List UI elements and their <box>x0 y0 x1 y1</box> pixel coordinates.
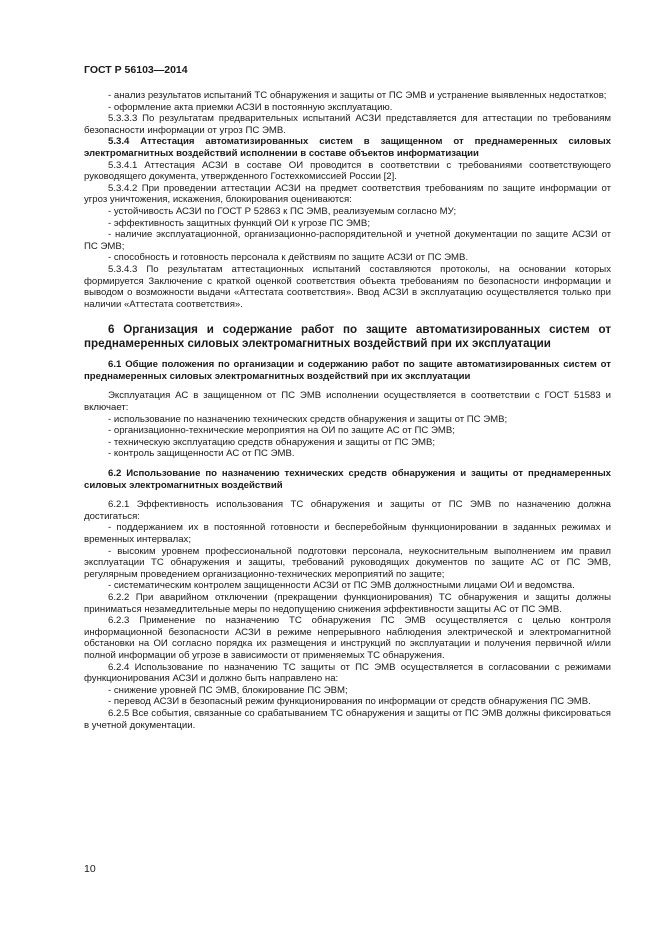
paragraph: 6.2.5 Все события, связанные со срабатыванием ТС обнаружения и защиты от ПС ЭМВ должны фиксироваться в учетной документации. <box>84 707 611 731</box>
list-item: - перевод АСЗИ в безопасный режим функционирования по информации от средств обнаружения ПС ЭМВ. <box>108 696 591 708</box>
list-item: - наличие эксплуатационной, организационно-распорядительной и учетной документации по защите АСЗИ от ПС ЭМВ; <box>84 229 611 252</box>
paragraph: 5.3.3.3 По результатам предварительных испытаний АСЗИ представляется для аттестации по требованиям безопасности информации от угроз ПС ЭМВ. <box>84 113 611 136</box>
list-item: - способность и готовность персонала к действиям по защите АСЗИ от ПС ЭМВ. <box>108 252 469 264</box>
list-item: - организационно-технические мероприятия на ОИ по защите АС от ПС ЭМВ; <box>108 425 455 437</box>
list-item: - высоким уровнем профессиональной подготовки персонала, неукоснительным выполнением им правил эксплуатации ТС обнаружения и защиты, требований руководящих документов по защите АС от ПС ЭМВ, регулярным проведением организационно-технических мероприятий по защите; <box>84 545 611 580</box>
section-heading: 6 Организация и содержание работ по защите автоматизированных систем от преднамеренных силовых электромагнитных воздействий при их эксплуатации <box>84 323 611 351</box>
paragraph: Эксплуатация АС в защищенном от ПС ЭМВ исполнении осуществляется в соответствии с ГОСТ 51583 и включает: <box>84 390 611 414</box>
paragraph: 6.2.1 Эффективность использования ТС обнаружения и защиты от ПС ЭМВ по назначению должна достигаться: <box>84 499 611 522</box>
document-page <box>84 64 611 731</box>
subsection-heading: 6.2 Использование по назначению технических средств обнаружения и защиты от преднамеренных силовых электромагнитных воздействий <box>84 468 611 491</box>
paragraph: 5.3.4.2 При проведении аттестации АСЗИ на предмет соответствия требованиям по защите информации от угроз уничтожения, искажения, блокирования оцениваются: <box>84 182 611 206</box>
paragraph: 5.3.4.3 По результатам аттестационных испытаний составляются протоколы, на основании которых формируется Заключение с краткой оценкой соответствия объекта требованиям по безопасности информации и выводом о возможности выдачи «Аттестата соответствия». Ввод АСЗИ в эксплуатацию осуществляется только при наличии «Аттестата соответствия». <box>84 263 611 310</box>
list-item: - использование по назначению технических средств обнаружения и защиты от ПС ЭМВ; <box>108 413 508 425</box>
list-item: - систематическим контролем защищенности АСЗИ от ПС ЭМВ должностными лицами ОИ и ведомства. <box>108 580 575 592</box>
list-item: - контроль защищенности АС от ПС ЭМВ. <box>108 448 295 460</box>
list-item: - снижение уровней ПС ЭМВ, блокирование ПС ЭВМ; <box>108 684 348 696</box>
paragraph: - оформление акта приемки АСЗИ в постоянную эксплуатацию. <box>108 101 393 113</box>
paragraph: 6.2.4 Использование по назначению ТС защиты от ПС ЭМВ осуществляется в согласовании с режимами функционирования АСЗИ и должно быть направлено на: <box>84 661 611 685</box>
document-header: ГОСТ Р 56103—2014 <box>84 64 188 76</box>
paragraph: 6.2.2 При аварийном отключении (прекращении функционирования) ТС обнаружения и защиты должны приниматься незамедлительные меры по недопущению снижения эффективности защиты АС от ПС ЭМВ. <box>84 591 611 615</box>
paragraph: 6.2.3 Применение по назначению ТС обнаружения ПС ЭМВ осуществляется с целью контроля информационной безопасности АСЗИ в режиме непрерывного наблюдения электрической и электромагнитной обстановки на ОИ согласно порядка их размещения и инструкций по эксплуатации и получения первичной и/или полной информации об угрозе в зависимости от применяемых ТС обнаружения. <box>84 615 611 661</box>
list-item: - устойчивость АСЗИ по ГОСТ Р 52863 к ПС ЭМВ, реализуемым согласно МУ; <box>108 205 457 217</box>
list-item: - техническую эксплуатацию средств обнаружения и защиты от ПС ЭМВ; <box>108 436 436 448</box>
paragraph: - анализ результатов испытаний ТС обнаружения и защиты от ПС ЭМВ и устранение выявленных недостатков; <box>108 90 607 101</box>
list-item: - поддержанием их в постоянной готовности и бесперебойным функционировании в заданных режимах и временных интервалах; <box>84 522 611 545</box>
page-number: 10 <box>84 863 96 875</box>
list-item: - эффективность защитных функций ОИ к угрозе ПС ЭМВ; <box>108 217 370 229</box>
subsection-heading: 6.1 Общие положения по организации и содержанию работ по защите автоматизированных систем от преднамеренных силовых электромагнитных воздействий при их эксплуатации <box>84 359 611 382</box>
paragraph: 5.3.4.1 Аттестация АСЗИ в составе ОИ проводится в соответствии с требованиями соответствующего руководящего документа, утвержденного Гостехкомиссией России [2]. <box>84 159 611 183</box>
subsection-heading: 5.3.4 Аттестация автоматизированных систем в защищенном от преднамеренных силовых электромагнитных воздействий исполнении в составе объектов информатизации <box>84 136 611 159</box>
